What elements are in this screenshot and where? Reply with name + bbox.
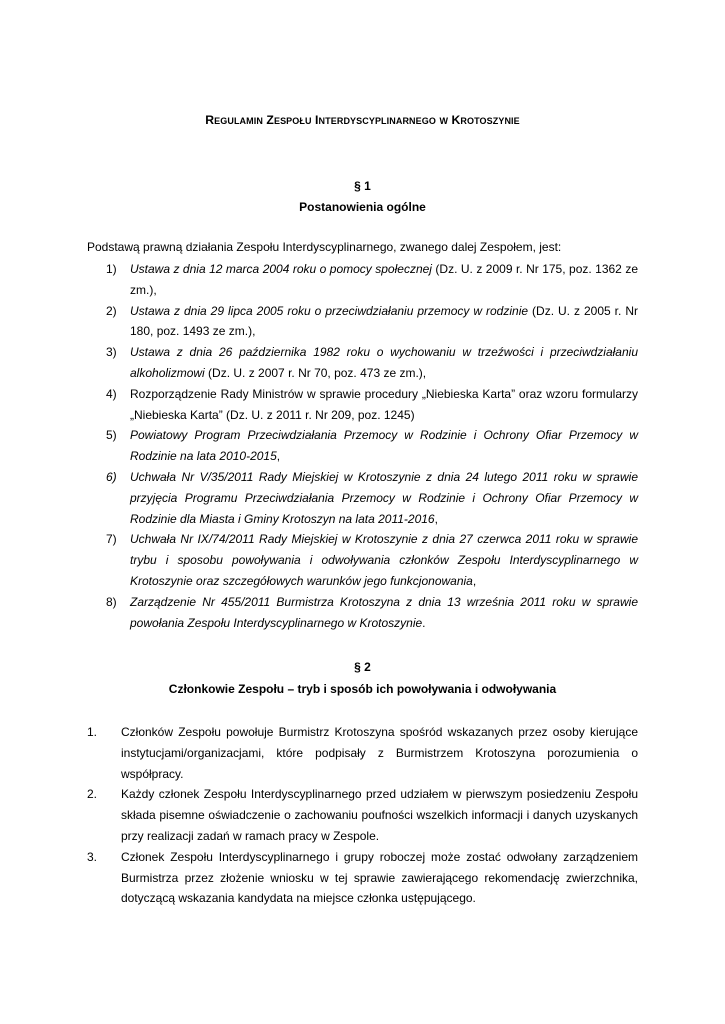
item-number: 3): [106, 345, 117, 360]
list-item: [87, 722, 638, 784]
item-reference: (Dz. U. z 2005 r. Nr 180, poz. 1493 ze zm.),: [130, 303, 638, 339]
item-reference: (Dz. U. z 2009 r. Nr 175, poz. 1362 ze zm.),: [130, 262, 638, 297]
item-title: Ustawa z dnia 29 lipca 2005 roku o przeciwdziałaniu przemocy w rodzinie: [130, 303, 529, 318]
item-title: Zarządzenie Nr 455/2011 Burmistrza Krotoszyna z dnia 13 września 2011 roku w sprawie powołania Zespołu Interdyscyplinarnego w Krotoszynie: [130, 594, 638, 630]
item-number: 8): [106, 594, 117, 609]
item-reference: ,: [276, 449, 281, 464]
item-title: Ustawa z dnia 26 października 1982 roku o wychowaniu w trzeźwości i przeciwdziałaniu alkoholizmowi: [130, 345, 638, 380]
item-number: 1): [106, 262, 117, 276]
list-item: [87, 784, 638, 846]
item-text: Członków Zespołu powołuje Burmistrz Krotoszyna spośród wskazanych przez osoby kierujące instytucjami/organizacjami, które podpisały z Burmistrzem Krotoszyna porozumienia o współpracy.: [121, 725, 638, 781]
item-reference: ,: [472, 573, 477, 588]
list-item: [106, 592, 638, 634]
item-number: 2): [106, 303, 117, 318]
section-2-mark: § 2: [354, 660, 371, 674]
list-item: [87, 847, 638, 909]
item-reference: ,: [434, 511, 438, 526]
list-item: [106, 529, 638, 591]
item-number: 7): [106, 532, 117, 547]
list-item: [106, 467, 638, 529]
item-reference: (Dz. U. z 2007 r. Nr 70, poz. 473 ze zm.),: [204, 365, 427, 380]
item-text: Każdy członek Zespołu Interdyscyplinarnego przed udziałem w pierwszym posiedzeniu Zespołu składa pisemne oświadczenie o zachowaniu poufności wszelkich informacji i danych uzyskanych przy realizacji zadań w ramach pracy w Zespole.: [121, 787, 638, 843]
item-text: Członek Zespołu Interdyscyplinarnego i grupy roboczej może zostać odwołany zarządzeniem Burmistrza przez złożenie wniosku w tej sprawie zawierającego rekomendację zwierzchnika, dotyczącą wskazania kandydata na miejsce członka ustępującego.: [121, 849, 638, 906]
section-1-intro: Podstawą prawną działania Zespołu Interdyscyplinarnego, zwanego dalej Zespołem, jest:: [87, 240, 562, 254]
legal-basis-list: [106, 259, 638, 633]
document-title: Regulamin Zespołu Interdyscyplinarnego w Krotoszynie: [205, 113, 520, 127]
list-item: [106, 425, 638, 467]
item-number: 5): [106, 428, 117, 443]
item-title: Ustawa z dnia 12 marca 2004 roku o pomocy społecznej: [130, 262, 432, 276]
list-item: [106, 301, 638, 343]
item-number: 4): [106, 386, 117, 401]
list-item: [106, 259, 638, 301]
item-number: 2.: [87, 787, 98, 802]
item-number: 3.: [87, 849, 98, 864]
section-1-heading: Postanowienia ogólne: [299, 200, 426, 214]
item-reference: .: [422, 615, 426, 630]
section-1-mark: § 1: [354, 179, 371, 193]
item-title: Uchwała Nr IX/74/2011 Rady Miejskiej w Krotoszynie z dnia 27 czerwca 2011 roku w sprawie trybu i sposobu powoływania i odwoływania członków Zespołu Interdyscyplinarnego w Krotoszynie oraz szczegółowych warunków jego funkcjonowania: [130, 532, 638, 588]
item-number: 1.: [87, 725, 98, 739]
list-item: [106, 384, 638, 426]
item-number: 6): [106, 469, 117, 484]
item-reference: Rozporządzenie Rady Ministrów w sprawie procedury „Niebieska Karta” oraz wzoru formularzy „Niebieska Karta” (Dz. U. z 2011 r. Nr 209, poz. 1245): [130, 386, 638, 422]
section-2-heading: Członkowie Zespołu – tryb i sposób ich powoływania i odwoływania: [168, 682, 557, 696]
item-title: Powiatowy Program Przeciwdziałania Przemocy w Rodzinie i Ochrony Ofiar Przemocy w Rodzinie na lata 2010-2015: [130, 428, 638, 464]
item-title: Uchwała Nr V/35/2011 Rady Miejskiej w Krotoszynie z dnia 24 lutego 2011 roku w sprawie przyjęcia Programu Przeciwdziałania Przemocy w Rodzinie i Ochrony Ofiar Przemocy w Rodzinie dla Miasta i Gminy Krotoszyn na lata 2011-2016: [130, 469, 638, 526]
list-item: [106, 342, 638, 384]
members-rules-list: [87, 722, 638, 909]
